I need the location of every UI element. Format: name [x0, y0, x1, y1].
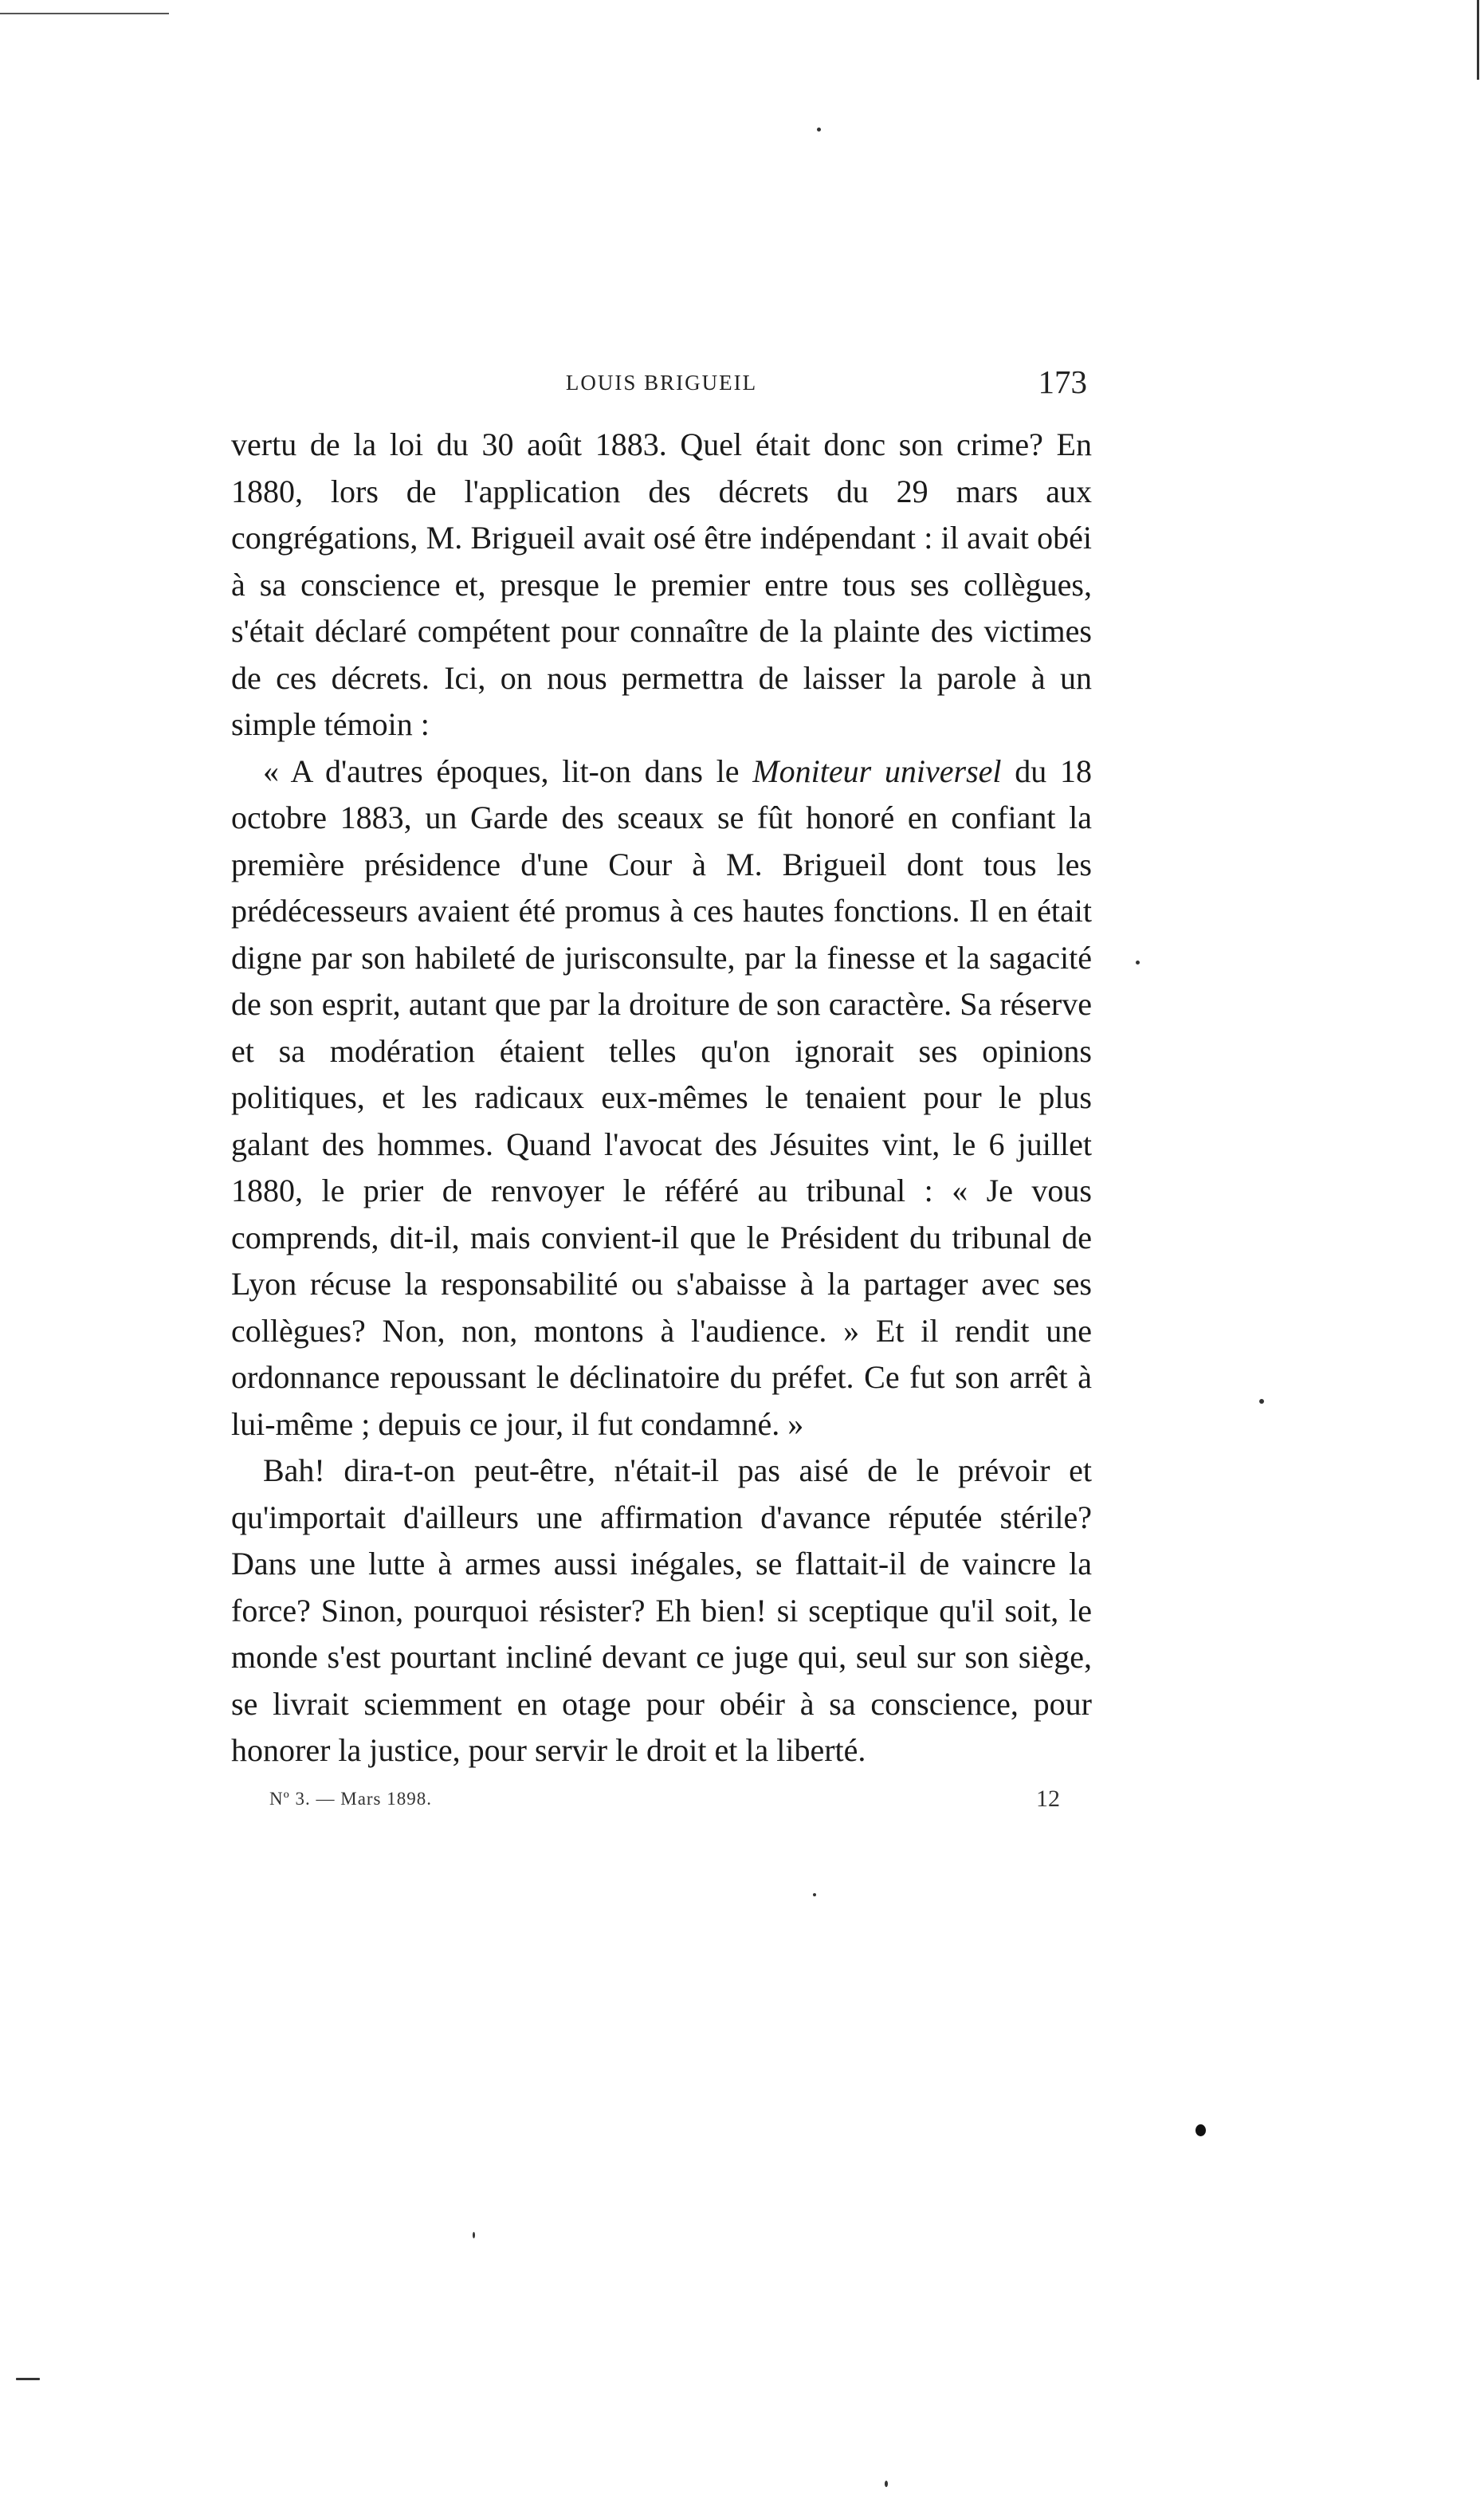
book-page [231, 363, 1092, 1822]
dust-speck [473, 2232, 475, 2238]
issue-line: Nº 3. — Mars 1898. [269, 1788, 433, 1809]
paragraph: Bah! dira-t-on peut-être, n'était-il pas aisé de le prévoir et qu'importait d'ailleurs une affirmation d'avance réputée stérile? Dans une lutte à armes aussi inégales, se flattait-il de vaincre la force? Sinon, pourquoi résister? Eh bien! si sceptique qu'il soit, le monde s'est pourtant incliné devant ce juge qui, seul sur son siège, se livrait sciemment en otage pour obéir à sa conscience, pour honorer la justice, pour servir le droit et la liberté. [231, 1452, 1092, 1768]
dust-speck [1195, 2124, 1206, 2136]
dust-speck [16, 2378, 40, 2380]
paragraph: vertu de la loi du 30 août 1883. Quel était donc son crime? En 1880, lors de l'application des décrets du 29 mars aux congrégations, M. Brigueil avait osé être indépendant : il avait obéi à sa conscience et, presque le premier entre tous ses collègues, s'était déclaré compétent pour connaître de la plainte des victimes de ces décrets. Ici, on nous permettra de laisser la parole à un simple témoin : [231, 426, 1092, 742]
newspaper-title: Moniteur universel [752, 752, 1002, 789]
signature-mark: 12 [1036, 1785, 1060, 1812]
dust-speck [813, 1893, 816, 1896]
body-text [231, 422, 1092, 1774]
scan-edge-line [0, 13, 169, 14]
running-title: LOUIS BRIGUEIL [565, 371, 758, 395]
quote-body: du 18 octobre 1883, un Garde des sceaux se fût honoré en confiant la première présidence d'une Cour à M. Brigueil dont tous les prédécesseurs avaient été promus à ces hautes fonctions. Il en était digne par son habileté de jurisconsulte, par la finesse et la sagacité de son esprit, autant que par la droiture de son caractère. Sa réserve et sa modération étaient telles qu'on ignorait ses opinions politiques, et les radicaux eux-mêmes le tenaient pour le plus galant des hommes. Quand l'avocat des Jésuites vint, le 6 juillet 1880, le prier de renvoyer le référé au tribunal : « Je vous comprends, dit-il, mais convient-il que le Président du tribunal de Lyon récuse la responsabilité ou s'abaisse à la partager avec ses collègues? Non, non, montons à l'audience. » Et il rendit une ordonnance repoussant le déclinatoire du préfet. Ce fut son arrêt à lui-même ; depuis ce jour, il fut condamné. » [231, 752, 1093, 1442]
page-footer [231, 1782, 1092, 1822]
quote-paragraph [231, 748, 1092, 1448]
page-number: 173 [1038, 363, 1087, 400]
dust-speck [1259, 1399, 1264, 1404]
dust-speck [1136, 961, 1140, 965]
running-head [231, 363, 1092, 411]
dust-speck [885, 2481, 888, 2487]
dust-speck [817, 128, 821, 132]
scan-edge-mark [1477, 0, 1479, 80]
quote-intro: « A d'autres époques, lit-on dans le [263, 752, 753, 789]
